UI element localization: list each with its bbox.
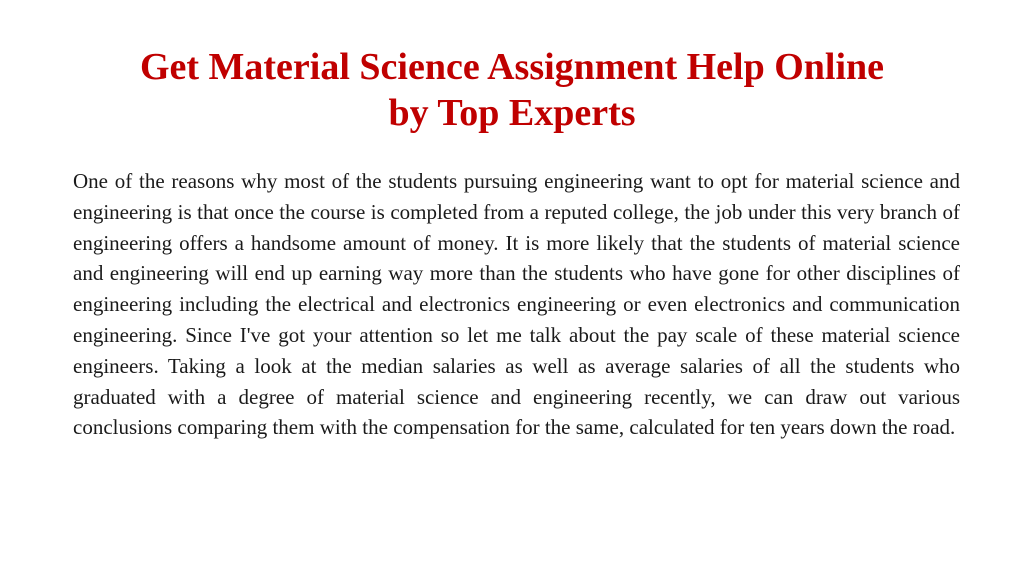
slide-title-line-1: Get Material Science Assignment Help Online: [139, 46, 885, 88]
slide-title: [60, 44, 964, 136]
slide-title-line-2: by Top Experts: [388, 92, 636, 134]
body-paragraph: One of the reasons why most of the students pursuing engineering want to opt for material science and engineering is that once the course is completed from a reputed college, the job under this very branch of engineering offers a handsome amount of money. It is more likely that the students of material science and engineering will end up earning way more than the students who have gone for other disciplines of engineering including the electrical and electronics engineering or even electronics and communication engineering. Since I've got your attention so let me talk about the pay scale of these material science engineers. Taking a look at the median salaries as well as average salaries of all the students who graduated with a degree of material science and engineering recently, we can draw out various conclusions comparing them with the compensation for the same, calculated for ten years down the road.: [73, 169, 960, 440]
